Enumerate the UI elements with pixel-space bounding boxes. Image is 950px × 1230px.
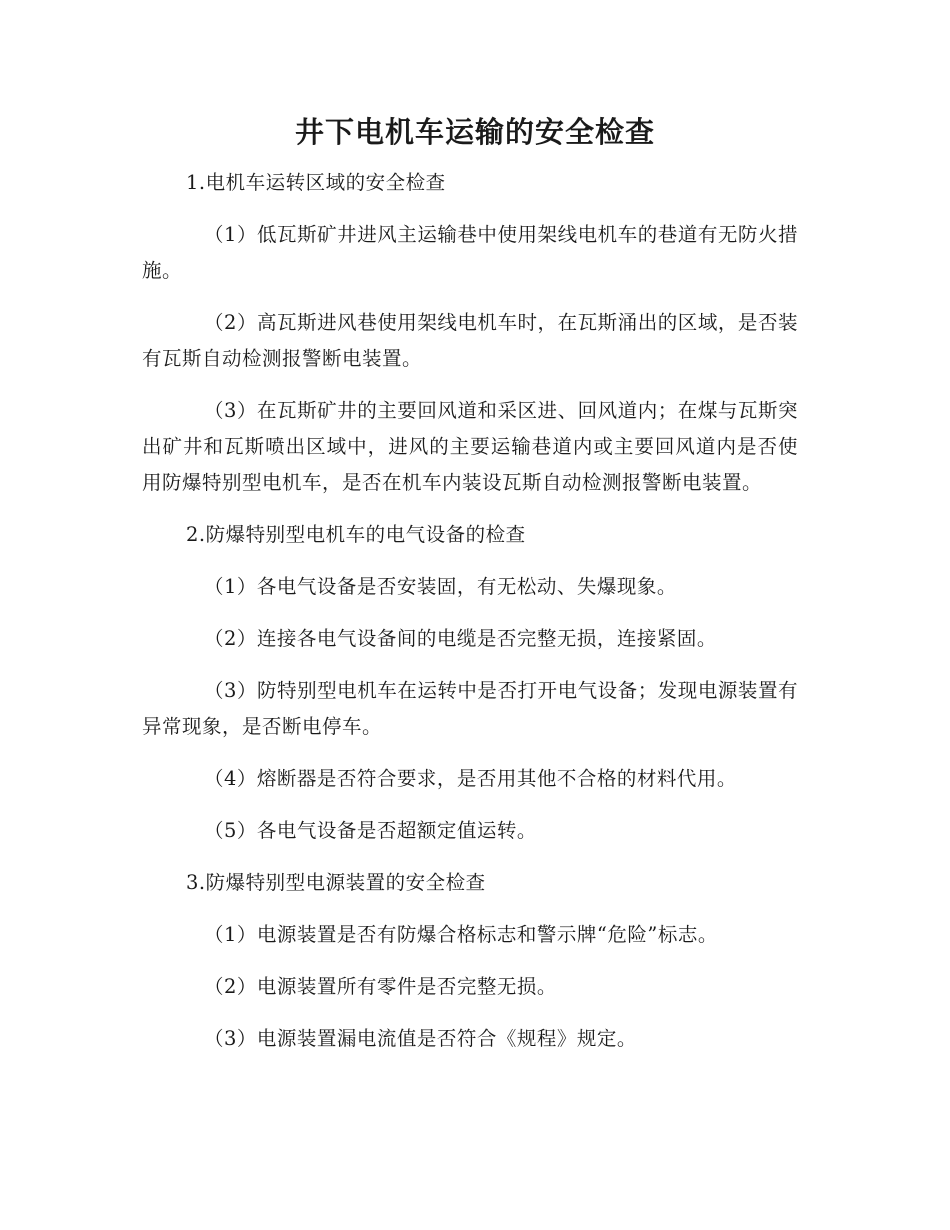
paragraph-2-2: （2）连接各电气设备间的电缆是否完整无损，连接紧固。 — [204, 627, 717, 650]
section-heading-1: 1.电机车运转区域的安全检查 — [186, 171, 446, 194]
paragraph-2-3: （3）防特别型电机车在运转中是否打开电气设备；发现电源装置有异常现象，是否断电停车。 — [142, 679, 798, 738]
paragraph-1-3: （3）在瓦斯矿井的主要回风道和采区进、回风道内；在煤与瓦斯突出矿井和瓦斯喷出区域中，进风的主要运输巷道内或主要回风道内是否使用防爆特别型电机车，是否在机车内装设瓦斯自动检测报警断电装置。 — [142, 399, 798, 494]
paragraph-3-1: （1）电源装置是否有防爆合格标志和警示牌“危险”标志。 — [204, 923, 718, 946]
document-body — [142, 165, 798, 1073]
section-heading-3: 3.防爆特别型电源装置的安全检查 — [186, 871, 486, 894]
document-title: 井下电机车运输的安全检查 — [294, 115, 655, 149]
paragraph-1-2: （2）高瓦斯进风巷使用架线电机车时，在瓦斯涌出的区域，是否装有瓦斯自动检测报警断电装置。 — [142, 311, 798, 370]
paragraph-2-5: （5）各电气设备是否超额定值运转。 — [204, 819, 537, 842]
section-heading-2: 2.防爆特别型电机车的电气设备的检查 — [186, 523, 526, 546]
paragraph-2-4: （4）熔断器是否符合要求，是否用其他不合格的材料代用。 — [204, 767, 737, 790]
paragraph-3-2: （2）电源装置所有零件是否完整无损。 — [204, 975, 557, 998]
paragraph-2-1: （1）各电气设备是否安装固，有无松动、失爆现象。 — [204, 575, 677, 598]
paragraph-3-3: （3）电源装置漏电流值是否符合《规程》规定。 — [204, 1027, 637, 1050]
paragraph-1-1: （1）低瓦斯矿井进风主运输巷中使用架线电机车的巷道有无防火措施。 — [142, 223, 798, 282]
